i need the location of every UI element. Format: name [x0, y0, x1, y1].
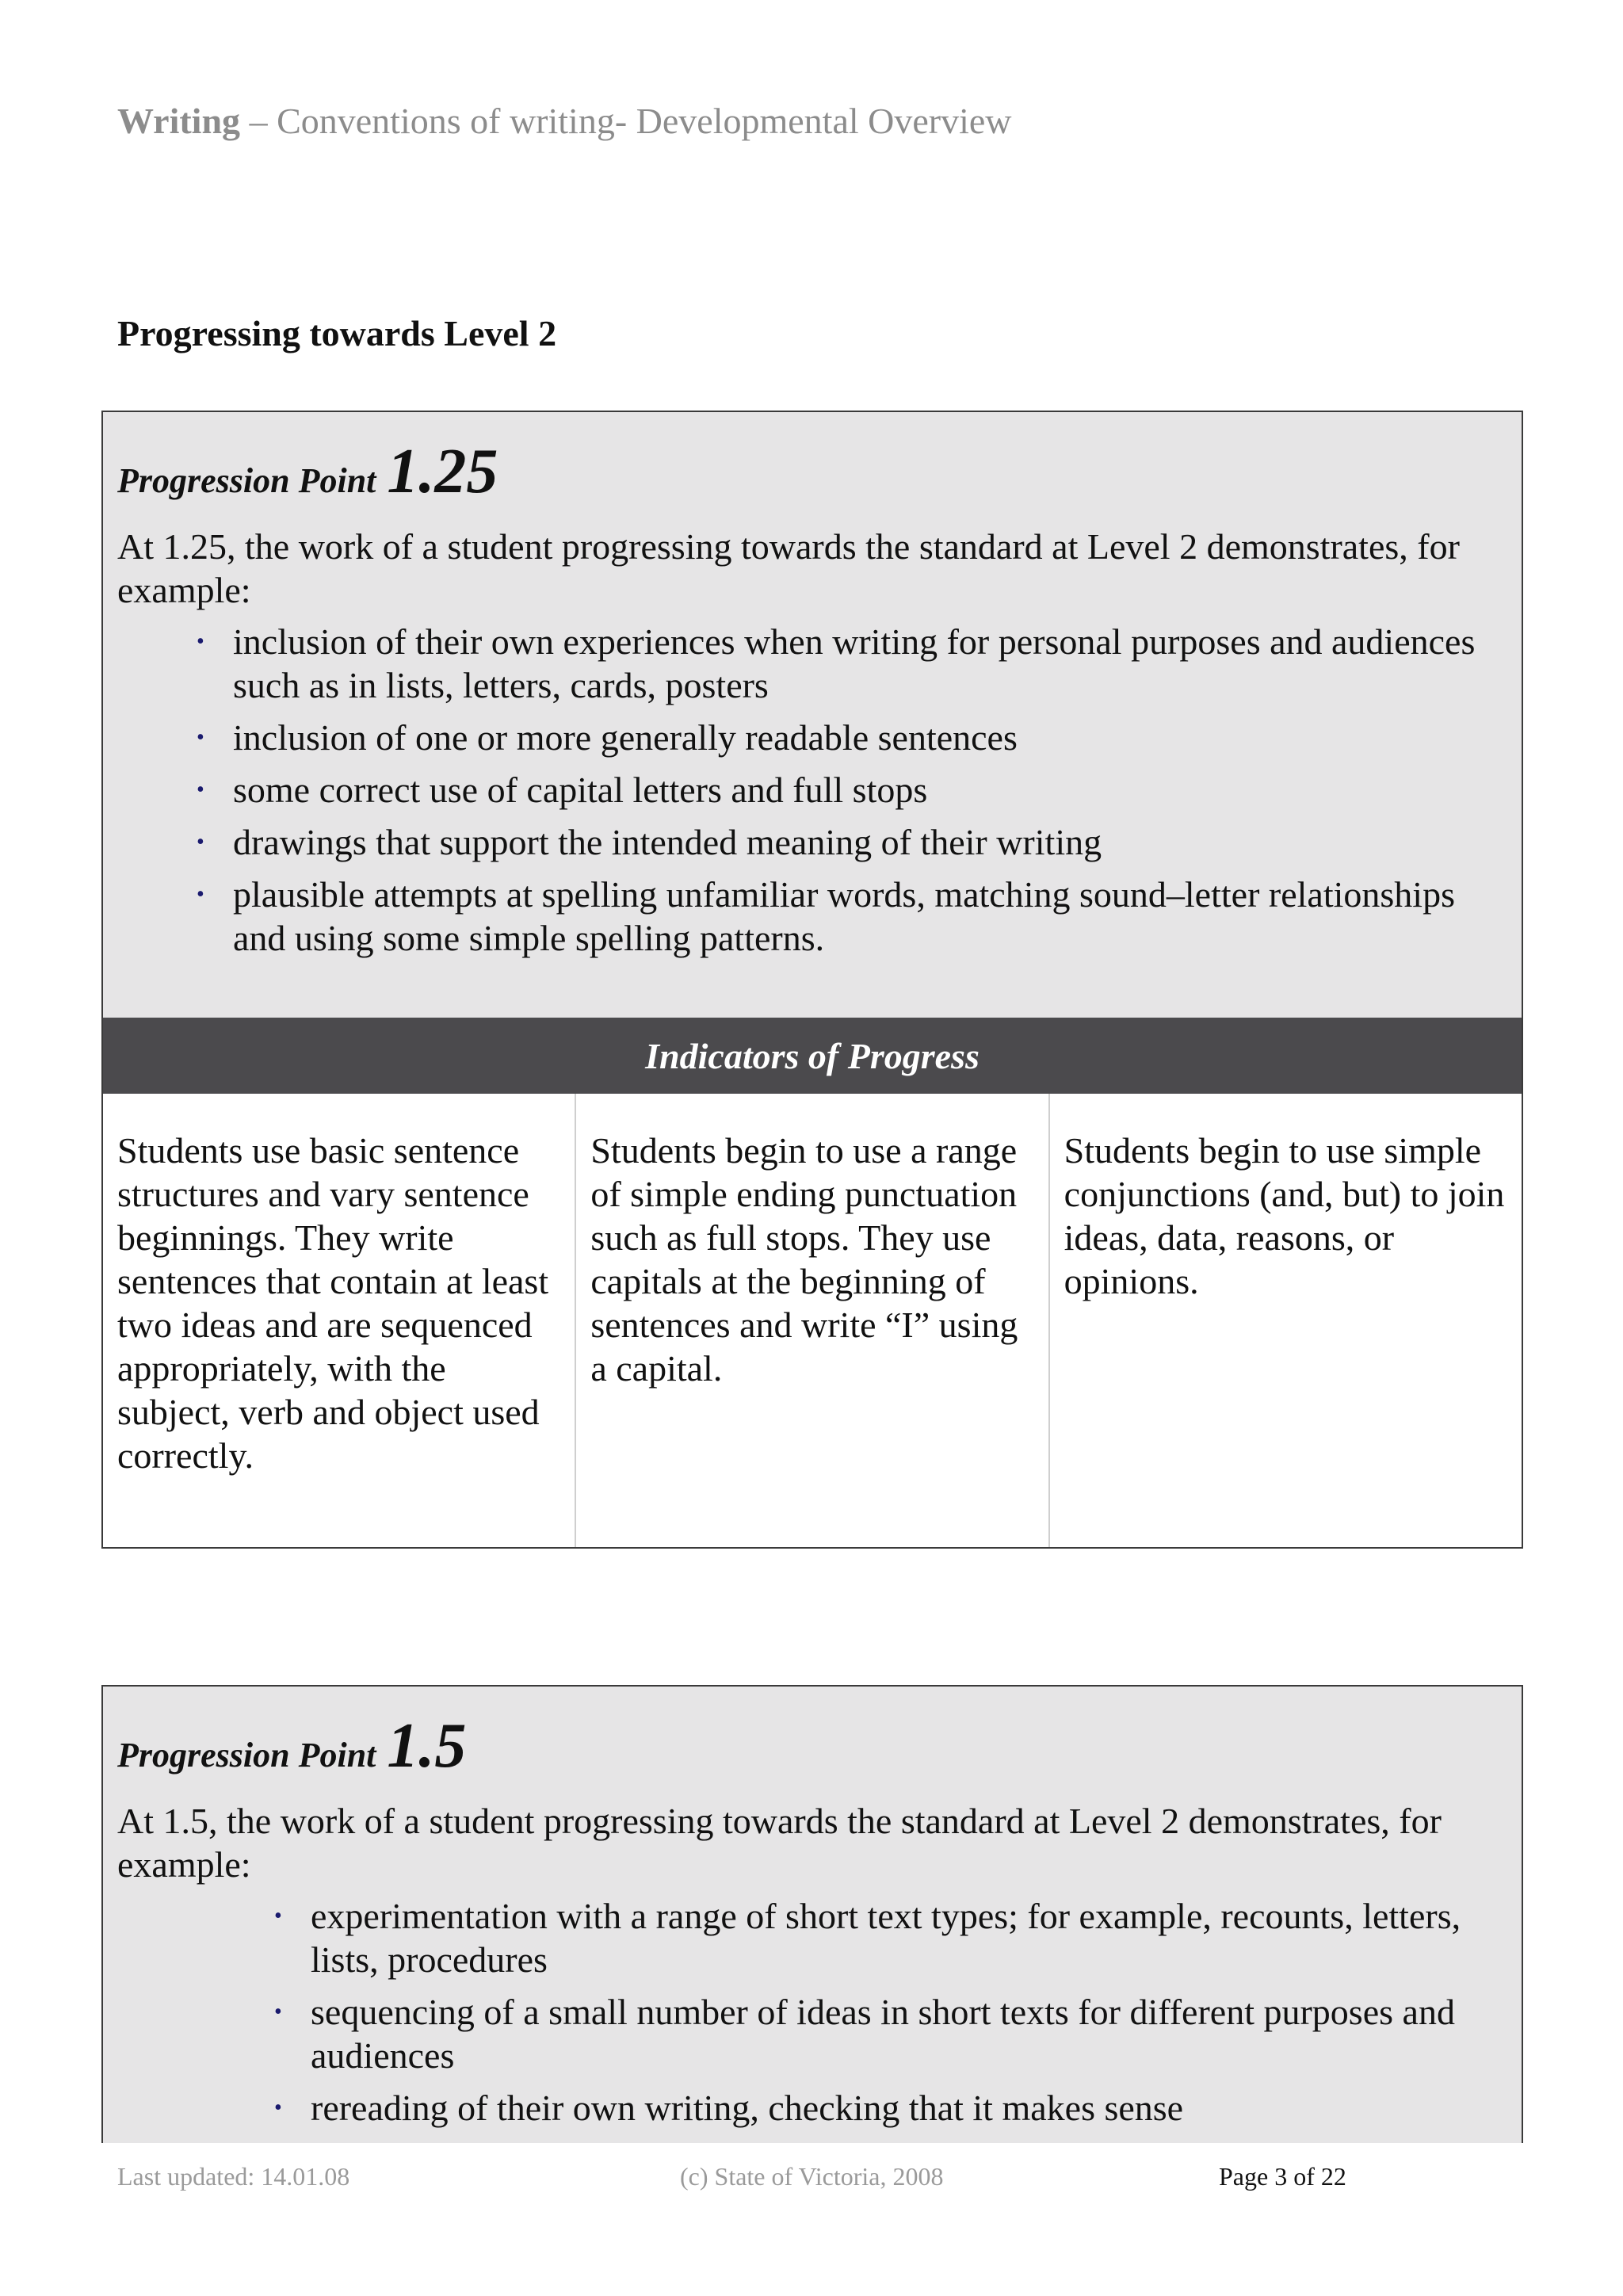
bullet-item	[117, 820, 1506, 864]
indicator-column-1: Students use basic sentence structures and vary sentence beginnings. They write sentences that contain at least two ideas and are sequenced appropriately, with the subject, verb and object used correctly.	[117, 1130, 549, 1476]
progression-point-intro: At 1.25, the work of a student progressing towards the standard at Level 2 demonstrates, for example:	[117, 526, 1460, 610]
bullet-dot-icon: •	[197, 777, 204, 802]
bullet-text: inclusion of their own experiences when writing for personal purposes and audiences such as in lists, letters, cards, posters	[233, 621, 1476, 705]
progression-point-title	[117, 1710, 1506, 1786]
footer-last-updated: Last updated: 14.01.08	[117, 2162, 350, 2191]
bullet-item	[117, 1990, 1506, 2077]
bullet-dot-icon: •	[274, 2095, 282, 2120]
bullet-item	[117, 873, 1506, 960]
progression-point-label: Progression Point	[117, 461, 376, 500]
bullet-item	[117, 716, 1506, 759]
bullet-text: some correct use of capital letters and full stops	[233, 770, 928, 810]
progression-point-title	[117, 436, 1506, 512]
header-title: – Conventions of writing- Developmental Overview	[240, 101, 1012, 141]
progression-point-number: 1.5	[387, 1711, 467, 1781]
indicator-column-2: Students begin to use a range of simple ending punctuation such as full stops. They use capitals at the beginning of sentences and write “I” using a capital.	[575, 1094, 1048, 1547]
bullet-text: plausible attempts at spelling unfamiliar words, matching sound–letter relationships and using some simple spelling patterns.	[233, 874, 1455, 958]
bullet-item	[117, 2086, 1506, 2130]
bullet-text: experimentation with a range of short text types; for example, recounts, letters, lists, procedures	[311, 1896, 1461, 1980]
bullet-dot-icon: •	[197, 725, 204, 750]
bullet-text: rereading of their own writing, checking that it makes sense	[311, 2088, 1184, 2128]
progression-point-bullet-list	[117, 620, 1506, 960]
bullet-text: sequencing of a small number of ideas in short texts for different purposes and audiences	[311, 1992, 1455, 2076]
bullet-item	[117, 768, 1506, 812]
bullet-dot-icon: •	[197, 882, 204, 907]
bullet-text: drawings that support the intended meaning of their writing	[233, 822, 1102, 862]
indicators-grid	[103, 1094, 1522, 1547]
progression-point-label: Progression Point	[117, 1736, 376, 1775]
bullet-dot-icon: •	[197, 830, 204, 854]
progression-point-intro: At 1.5, the work of a student progressing towards the standard at Level 2 demonstrates, for example:	[117, 1801, 1442, 1885]
indicators-of-progress-header: Indicators of Progress	[103, 1018, 1522, 1094]
bullet-dot-icon: •	[197, 629, 204, 654]
bullet-text: inclusion of one or more generally readable sentences	[233, 717, 1018, 758]
section-heading: Progressing towards Level 2	[117, 313, 557, 353]
bullet-item	[117, 620, 1506, 707]
bullet-dot-icon: •	[274, 1904, 282, 1928]
progression-point-bullet-list	[117, 1894, 1506, 2130]
indicator-column-3: Students begin to use simple conjunctions (and, but) to join ideas, data, reasons, or opinions.	[1048, 1094, 1522, 1547]
bullet-dot-icon: •	[274, 2000, 282, 2024]
progression-point-number: 1.25	[387, 437, 498, 506]
footer-page-number: Page 3 of 22	[1219, 2162, 1346, 2191]
page-header	[117, 100, 1012, 142]
header-subject: Writing	[117, 101, 241, 141]
progression-point-1-25-box	[101, 411, 1523, 1549]
footer-copyright: (c) State of Victoria, 2008	[680, 2162, 944, 2191]
bullet-item	[117, 1894, 1506, 1981]
progression-point-1-5-box	[101, 1685, 1523, 2143]
